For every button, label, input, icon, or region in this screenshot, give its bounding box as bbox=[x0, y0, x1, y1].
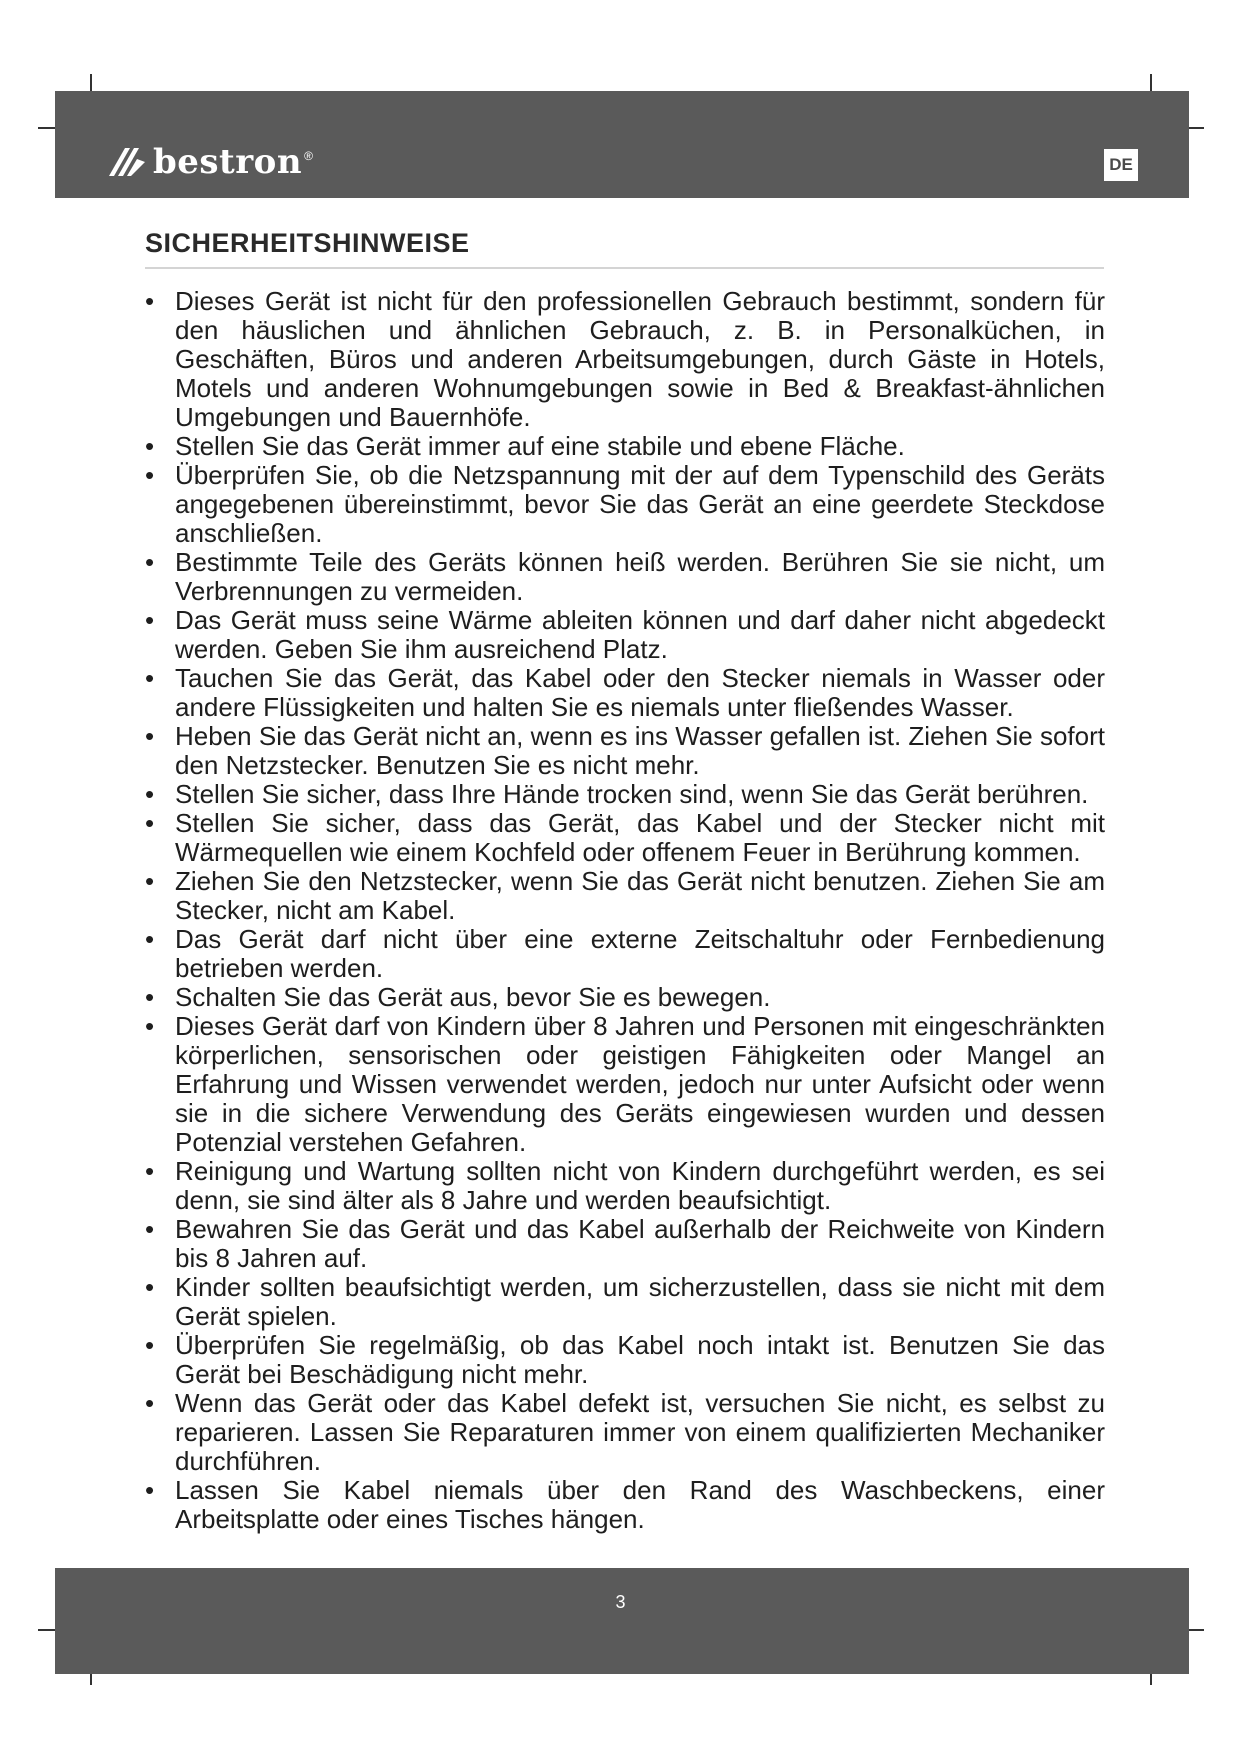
list-item: • Dieses Gerät ist nicht für den professionellen Gebrauch bestimmt, sondern für den häuslichen und ähnlichen Gebrauch, z. B. in Personalküchen, in Geschäften, Büros und anderen Arbeitsumgebungen, durch Gäste in Hotels, Motels und anderen Wohnumgebungen sowie in Bed & Breakfast-ähnlichen Umgebungen und Bauernhöfe. bbox=[145, 287, 1105, 432]
list-item: • Stellen Sie sicher, dass das Gerät, das Kabel und der Stecker nicht mit Wärmequellen wie einem Kochfeld oder offenem Feuer in Berührung kommen. bbox=[145, 809, 1105, 867]
brand-name: bestron bbox=[153, 142, 303, 182]
list-item: • Stellen Sie sicher, dass Ihre Hände trocken sind, wenn Sie das Gerät berühren. bbox=[145, 780, 1105, 809]
list-item: • Bestimmte Teile des Geräts können heiß werden. Berühren Sie sie nicht, um Verbrennungen zu vermeiden. bbox=[145, 548, 1105, 606]
list-item: • Reinigung und Wartung sollten nicht von Kindern durchgeführt werden, es sei denn, sie sind älter als 8 Jahre und werden beaufsichtigt. bbox=[145, 1157, 1105, 1215]
brand-chevrons-icon bbox=[107, 142, 147, 182]
page-number: 3 bbox=[615, 1592, 626, 1612]
section-title: SICHERHEITSHINWEISE bbox=[145, 228, 470, 258]
list-item: • Stellen Sie das Gerät immer auf eine stabile und ebene Fläche. bbox=[145, 432, 1105, 461]
language-badge: DE bbox=[1104, 149, 1138, 181]
list-item: • Heben Sie das Gerät nicht an, wenn es ins Wasser gefallen ist. Ziehen Sie sofort den Netzstecker. Benutzen Sie es nicht mehr. bbox=[145, 722, 1105, 780]
title-divider bbox=[145, 267, 1104, 269]
list-item: • Das Gerät muss seine Wärme ableiten können und darf daher nicht abgedeckt werden. Geben Sie ihm ausreichend Platz. bbox=[145, 606, 1105, 664]
safety-list bbox=[145, 287, 1105, 1534]
list-item: • Ziehen Sie den Netzstecker, wenn Sie das Gerät nicht benutzen. Ziehen Sie am Stecker, nicht am Kabel. bbox=[145, 867, 1105, 925]
footer-bar bbox=[55, 1568, 1189, 1674]
list-item: • Schalten Sie das Gerät aus, bevor Sie es bewegen. bbox=[145, 983, 1105, 1012]
list-item: • Das Gerät darf nicht über eine externe Zeitschaltuhr oder Fernbedienung betrieben werden. bbox=[145, 925, 1105, 983]
registered-mark: ® bbox=[304, 149, 313, 163]
list-item: • Dieses Gerät darf von Kindern über 8 Jahren und Personen mit eingeschränkten körperlichen, sensorischen oder geistigen Fähigkeiten oder Mangel an Erfahrung und Wissen verwendet werden, jedoch nur unter Aufsicht oder wenn sie in die sichere Verwendung des Geräts eingewiesen wurden und dessen Potenzial verstehen Gefahren. bbox=[145, 1012, 1105, 1157]
list-item: • Wenn das Gerät oder das Kabel defekt ist, versuchen Sie nicht, es selbst zu reparieren. Lassen Sie Reparaturen immer von einem qualifizierten Mechaniker durchführen. bbox=[145, 1389, 1105, 1476]
list-item: • Überprüfen Sie, ob die Netzspannung mit der auf dem Typenschild des Geräts angegebenen übereinstimmt, bevor Sie das Gerät an eine geerdete Steckdose anschließen. bbox=[145, 461, 1105, 548]
brand-logo bbox=[107, 142, 313, 182]
list-item: • Kinder sollten beaufsichtigt werden, um sicherzustellen, dass sie nicht mit dem Gerät spielen. bbox=[145, 1273, 1105, 1331]
list-item: • Überprüfen Sie regelmäßig, ob das Kabel noch intakt ist. Benutzen Sie das Gerät bei Beschädigung nicht mehr. bbox=[145, 1331, 1105, 1389]
list-item: • Bewahren Sie das Gerät und das Kabel außerhalb der Reichweite von Kindern bis 8 Jahren auf. bbox=[145, 1215, 1105, 1273]
list-item: • Lassen Sie Kabel niemals über den Rand des Waschbeckens, einer Arbeitsplatte oder eines Tisches hängen. bbox=[145, 1476, 1105, 1534]
list-item: • Tauchen Sie das Gerät, das Kabel oder den Stecker niemals in Wasser oder andere Flüssigkeiten und halten Sie es niemals unter fließendes Wasser. bbox=[145, 664, 1105, 722]
